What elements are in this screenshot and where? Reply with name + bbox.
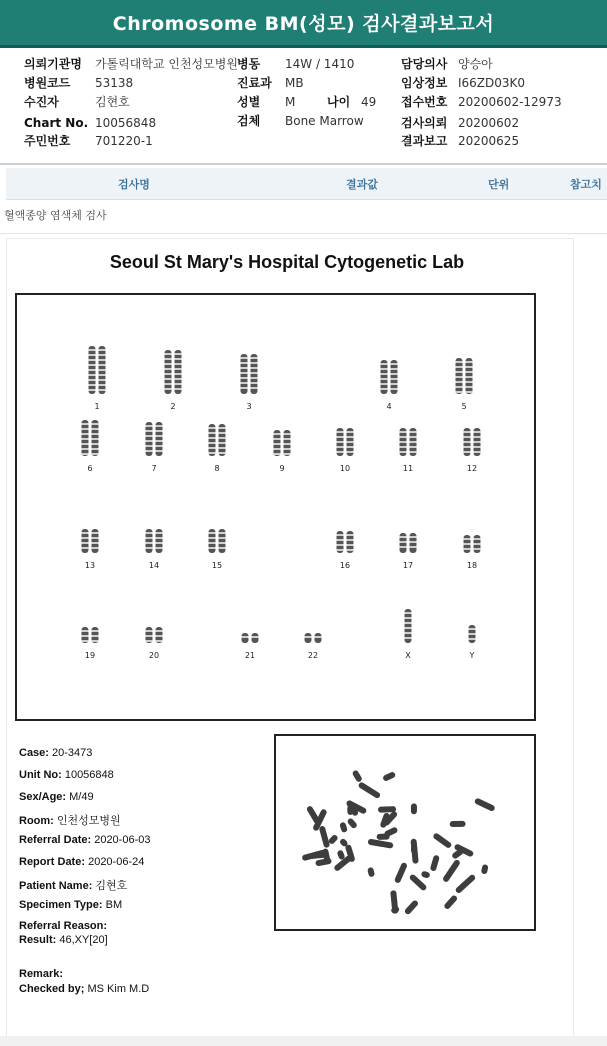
divider xyxy=(0,163,607,165)
chromosome-label-1: 1 xyxy=(94,402,100,411)
info-value: 10056848 xyxy=(95,116,157,130)
report-title: Chromosome BM(성모) 검사결과보고서 xyxy=(0,0,607,48)
info-specimen xyxy=(237,112,364,131)
chromosome-16-2 xyxy=(347,531,354,553)
metaphase-chromosome xyxy=(454,874,476,895)
metaphase-chromosome xyxy=(367,867,375,878)
metaphase-chromosome xyxy=(367,839,393,849)
chromosome-9-1 xyxy=(274,430,281,456)
chromosome-6-1 xyxy=(82,420,89,456)
chromosome-1-2 xyxy=(99,346,106,394)
info-resident-no xyxy=(24,132,153,151)
chromosome-label-6: 6 xyxy=(87,464,93,473)
info-label: 병동 xyxy=(237,57,261,71)
chromosome-11-1 xyxy=(400,428,407,456)
metaphase-chromosome xyxy=(481,864,489,875)
info-doctor xyxy=(401,55,493,74)
chromosome-label-3: 3 xyxy=(246,402,252,411)
divider xyxy=(0,233,607,234)
chromosome-14-2 xyxy=(156,529,163,553)
info-value: 양승아 xyxy=(458,57,493,71)
info-label: 담당의사 xyxy=(401,57,448,71)
chromosome-8-1 xyxy=(209,424,216,456)
chromosome-label-18: 18 xyxy=(466,561,478,570)
info-value: 가톨릭대학교 인천성모병원 xyxy=(95,57,238,71)
chromosome-13-1 xyxy=(82,529,89,553)
info-label: 검체 xyxy=(237,114,261,128)
chromosome-label-10: 10 xyxy=(339,464,351,473)
info-age xyxy=(327,93,377,112)
metaphase-spread xyxy=(276,736,534,929)
metaphase-chromosome xyxy=(378,806,396,813)
field-patient-name: Patient Name: 김현호 xyxy=(19,880,128,892)
info-department xyxy=(237,74,304,93)
metaphase-chromosome xyxy=(450,821,466,827)
info-clinical xyxy=(401,74,526,93)
chromosome-5-2 xyxy=(466,358,473,394)
chromosome-15-1 xyxy=(209,529,216,553)
info-label: 성별 xyxy=(237,95,261,109)
col-header-result: 결과값 xyxy=(346,178,378,191)
chromosome-20-1 xyxy=(146,627,153,643)
chromosome-label-12: 12 xyxy=(466,464,478,473)
field-referral-date: Referral Date: 2020-06-03 xyxy=(19,834,151,846)
chromosome-label-21: 21 xyxy=(244,651,256,660)
chromosome-5-1 xyxy=(456,358,463,394)
info-value: Bone Marrow xyxy=(285,114,364,128)
karyogram xyxy=(15,293,536,721)
chromosome-7-2 xyxy=(156,422,163,456)
chromosome-2-1 xyxy=(165,350,172,394)
chromosome-12-1 xyxy=(464,428,471,456)
info-label: 접수번호 xyxy=(401,95,448,109)
col-header-unit: 단위 xyxy=(488,178,510,191)
chromosome-17-2 xyxy=(410,533,417,553)
info-value: 53138 xyxy=(95,76,134,90)
info-value: 김현호 xyxy=(95,95,130,109)
metaphase-chromosome xyxy=(394,862,408,884)
lab-title: Seoul St Mary's Hospital Cytogenetic Lab xyxy=(109,252,465,272)
field-checked-by: Checked by; MS Kim M.D xyxy=(19,983,150,995)
chromosome-label-7: 7 xyxy=(151,464,157,473)
chromosome-19-1 xyxy=(82,627,89,643)
info-patient-name xyxy=(24,93,130,112)
info-label: 의뢰기관명 xyxy=(24,57,82,71)
metaphase-chromosome xyxy=(390,905,400,914)
metaphase-chromosome xyxy=(432,832,452,849)
chromosome-label-14: 14 xyxy=(148,561,160,570)
chromosome-15-2 xyxy=(219,529,226,553)
info-label: 수진자 xyxy=(24,95,59,109)
info-sex xyxy=(237,93,296,112)
field-case: Case: 20-3473 xyxy=(19,747,93,759)
info-ward xyxy=(237,55,355,74)
chromosome-4-1 xyxy=(381,360,388,394)
footer-bar xyxy=(0,1036,607,1046)
metaphase-chromosome xyxy=(382,771,396,782)
info-chart-no xyxy=(24,114,157,133)
chromosome-19-2 xyxy=(92,627,99,643)
chromosome-8-2 xyxy=(219,424,226,456)
chromosome-label-19: 19 xyxy=(84,651,96,660)
metaphase-chromosome xyxy=(306,805,321,825)
info-value: 49 xyxy=(361,95,377,109)
chromosome-3-1 xyxy=(241,354,248,394)
info-label: 병원코드 xyxy=(24,76,71,90)
field-referral-reason: Referral Reason: xyxy=(19,920,108,932)
metaphase-chromosome xyxy=(430,855,440,872)
chromosome-9-2 xyxy=(284,430,291,456)
chromosome-label-Y: Y xyxy=(469,651,475,660)
chromosome-label-16: 16 xyxy=(339,561,351,570)
chromosome-17-1 xyxy=(400,533,407,553)
chromosome-label-11: 11 xyxy=(402,464,414,473)
info-value: 14W / 1410 xyxy=(285,57,355,71)
info-label: 검사의뢰 xyxy=(401,116,448,130)
chromosome-1-1 xyxy=(89,346,96,394)
chromosome-21-2 xyxy=(252,633,259,643)
chromosome-21-1 xyxy=(242,633,249,643)
metaphase-chromosome xyxy=(352,769,363,783)
info-label: 결과보고 xyxy=(401,134,448,148)
info-hospital-name xyxy=(24,55,238,74)
info-request-date xyxy=(401,114,520,133)
metaphase-chromosome xyxy=(319,825,331,848)
field-sex-age: Sex/Age: M/49 xyxy=(19,791,94,803)
chromosome-label-17: 17 xyxy=(402,561,414,570)
chromosome-12-2 xyxy=(474,428,481,456)
chromosome-22-2 xyxy=(315,633,322,643)
metaphase-chromosome xyxy=(421,870,431,878)
section-label: 혈액종양 염색체 검사 xyxy=(4,209,107,222)
col-header-reference: 참고치 xyxy=(570,178,602,191)
chromosome-label-8: 8 xyxy=(214,464,220,473)
chromosome-22-1 xyxy=(305,633,312,643)
info-report-date xyxy=(401,132,520,151)
metaphase-chromosome xyxy=(404,899,420,915)
chromosome-label-2: 2 xyxy=(170,402,176,411)
metaphase-chromosome xyxy=(346,817,358,829)
metaphase-chromosome xyxy=(347,805,353,815)
info-value: MB xyxy=(285,76,304,90)
chromosome-13-2 xyxy=(92,529,99,553)
chromosome-3-2 xyxy=(251,354,258,394)
info-value: 20200625 xyxy=(458,134,520,148)
chromosome-label-9: 9 xyxy=(279,464,285,473)
field-unit-no: Unit No: 10056848 xyxy=(19,769,114,781)
info-value: I66ZD03K0 xyxy=(458,76,526,90)
chromosome-Y xyxy=(469,625,476,643)
info-label: 임상정보 xyxy=(401,76,448,90)
metaphase-chromosome xyxy=(474,797,496,812)
chromosome-14-1 xyxy=(146,529,153,553)
chromosome-label-22: 22 xyxy=(307,651,319,660)
chromosome-label-20: 20 xyxy=(148,651,160,660)
chromosome-16-1 xyxy=(337,531,344,553)
metaphase-chromosome xyxy=(442,859,461,883)
chromosome-label-5: 5 xyxy=(461,402,467,411)
result-table-header xyxy=(6,168,607,200)
field-specimen-type: Specimen Type: BM xyxy=(19,899,123,911)
field-report-date: Report Date: 2020-06-24 xyxy=(19,856,145,868)
info-label: 주민번호 xyxy=(24,134,71,148)
info-value: 701220-1 xyxy=(95,134,153,148)
chromosome-18-2 xyxy=(474,535,481,553)
metaphase-chromosome xyxy=(411,803,417,814)
chromosome-label-13: 13 xyxy=(84,561,96,570)
chromosome-10-1 xyxy=(337,428,344,456)
chromosome-10-2 xyxy=(347,428,354,456)
metaphase-chromosome xyxy=(339,822,348,834)
chromosome-label-4: 4 xyxy=(386,402,392,411)
chromosome-20-2 xyxy=(156,627,163,643)
chromosome-6-2 xyxy=(92,420,99,456)
metaphase-chromosome xyxy=(411,844,418,854)
field-room: Room: 인천성모병원 xyxy=(19,815,121,827)
metaphase-image xyxy=(274,734,536,931)
metaphase-chromosome xyxy=(443,894,458,910)
metaphase-chromosome xyxy=(357,781,381,799)
chromosome-11-2 xyxy=(410,428,417,456)
chromosome-7-1 xyxy=(146,422,153,456)
info-value: M xyxy=(285,95,296,109)
field-result: Result: 46,XY[20] xyxy=(19,934,108,946)
chromosome-4-2 xyxy=(391,360,398,394)
field-remark: Remark: xyxy=(19,968,64,980)
info-value: 20200602 xyxy=(458,116,520,130)
info-value: 20200602-12973 xyxy=(458,95,562,109)
chromosome-label-15: 15 xyxy=(211,561,223,570)
info-label: Chart No. xyxy=(24,116,89,130)
chromosome-2-2 xyxy=(175,350,182,394)
metaphase-chromosome xyxy=(377,833,390,839)
col-header-test: 검사명 xyxy=(118,178,150,191)
chromosome-18-1 xyxy=(464,535,471,553)
chromosome-label-X: X xyxy=(405,651,411,660)
info-hospital-code xyxy=(24,74,134,93)
chromosome-X xyxy=(405,609,412,643)
info-label: 나이 xyxy=(327,95,351,109)
info-label: 진료과 xyxy=(237,76,272,90)
info-receipt-no xyxy=(401,93,562,112)
